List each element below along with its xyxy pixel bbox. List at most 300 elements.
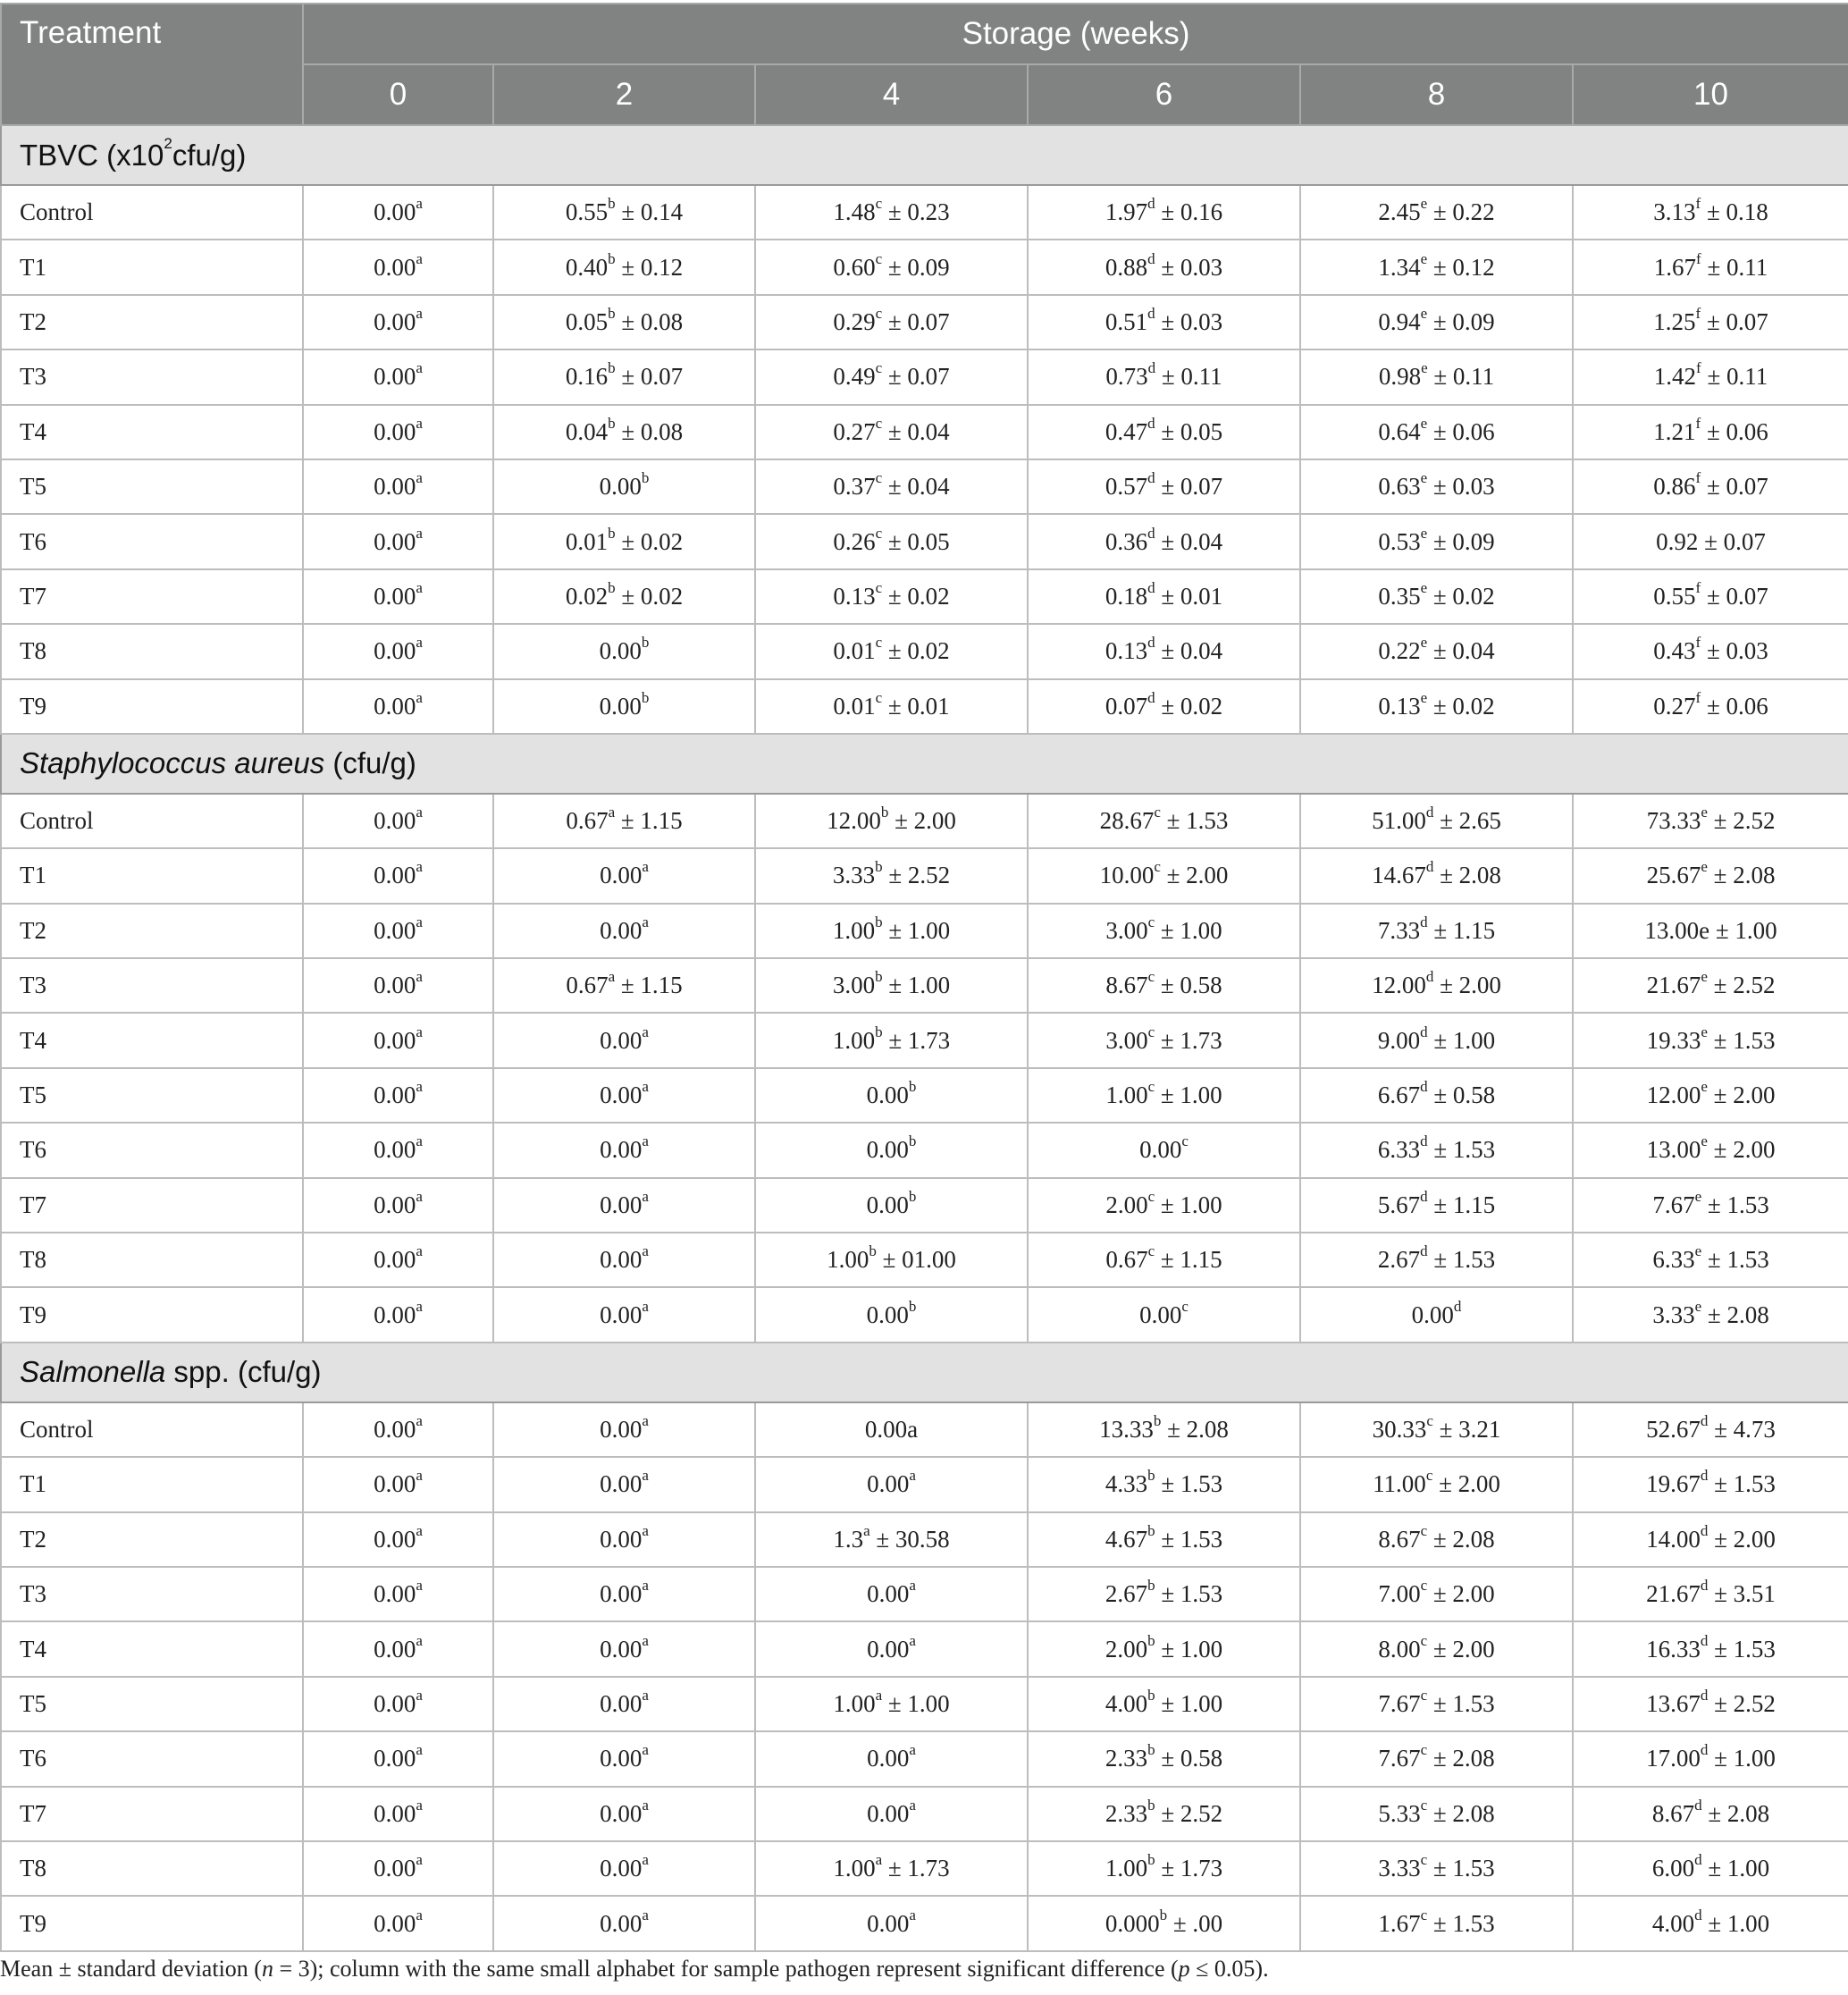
- table-cell: [493, 1068, 755, 1123]
- cell-mean: 0.00: [374, 1635, 416, 1662]
- cell-sd: ± 0.04: [1155, 637, 1223, 665]
- table-row: [1, 349, 1848, 404]
- significance-letter: c: [875, 304, 883, 322]
- cell-mean: 1.21: [1653, 417, 1696, 445]
- cell-mean: 0.63: [1378, 473, 1421, 501]
- table-cell: [493, 1731, 755, 1786]
- significance-letter: a: [875, 1851, 883, 1869]
- cell-mean: 0.43: [1653, 637, 1696, 665]
- significance-letter: d: [1420, 1187, 1428, 1205]
- cell-sd: ± 0.02: [1427, 582, 1495, 610]
- significance-letter: b: [641, 469, 650, 487]
- significance-letter: d: [1700, 1521, 1709, 1539]
- table-cell: [1300, 1233, 1573, 1287]
- cell-mean: 0.04: [565, 417, 609, 445]
- table-cell: [303, 1896, 493, 1950]
- cell-sd: ± 2.08: [1427, 1525, 1495, 1553]
- significance-letter: c: [1420, 1631, 1428, 1649]
- table-cell: [1028, 1013, 1300, 1067]
- treatment-label: T9: [1, 1287, 303, 1342]
- significance-letter: d: [1147, 249, 1155, 267]
- cell-mean: 8.67: [1105, 972, 1148, 999]
- table-cell: [1573, 1068, 1848, 1123]
- cell-mean: 0.05: [565, 307, 609, 335]
- significance-letter: a: [416, 913, 423, 930]
- cell-sd: ± 2.00: [1433, 972, 1501, 999]
- cell-mean: 0.00: [600, 1136, 643, 1164]
- cell-sd: ± 4.73: [1708, 1416, 1776, 1443]
- footnote-text: n: [261, 1956, 273, 1982]
- table-row: [1, 1013, 1848, 1067]
- table-row: [1, 514, 1848, 568]
- cell-mean: 2.45: [1378, 198, 1421, 226]
- significance-letter: c: [1147, 1187, 1155, 1205]
- cell-mean: 9.00: [1377, 1026, 1421, 1054]
- cell-mean: 0.00: [374, 1470, 416, 1498]
- cell-sd: ± 1.00: [1701, 1855, 1770, 1882]
- cell-mean: 0.00: [374, 1799, 416, 1827]
- significance-letter: a: [416, 804, 423, 821]
- treatment-label: T6: [1, 514, 303, 568]
- table-cell: [303, 1123, 493, 1177]
- significance-letter: a: [642, 1521, 649, 1539]
- table-cell: [303, 240, 493, 294]
- cell-mean: 0.18: [1105, 582, 1148, 610]
- cell-mean: 0.35: [1378, 582, 1421, 610]
- significance-letter: b: [1147, 1577, 1155, 1595]
- table-cell: [493, 958, 755, 1013]
- significance-letter: b: [880, 804, 889, 821]
- cell-mean: 0.01: [833, 637, 876, 665]
- cell-sd: ± 1.53: [1160, 807, 1229, 835]
- cell-mean: 1.67: [1653, 253, 1697, 281]
- significance-letter: a: [416, 1242, 423, 1260]
- cell-sd: ± 2.52: [882, 862, 951, 889]
- cell-sd: ± 1.53: [1708, 1470, 1776, 1498]
- significance-letter: a: [642, 1297, 649, 1315]
- significance-letter: b: [608, 359, 616, 377]
- cell-mean: 0.00: [866, 1136, 909, 1164]
- significance-letter: d: [1420, 1132, 1428, 1150]
- table-cell: [1028, 405, 1300, 459]
- cell-sd: ± 0.01: [1155, 582, 1223, 610]
- significance-letter: a: [608, 804, 616, 821]
- cell-mean: 7.33: [1377, 916, 1421, 944]
- table-cell: [1300, 1402, 1573, 1457]
- cell-mean: 0.00: [374, 1136, 416, 1164]
- significance-letter: e: [1420, 249, 1428, 267]
- cell-mean: 0.01: [565, 527, 609, 555]
- significance-letter: d: [1147, 634, 1155, 652]
- table-row: [1, 295, 1848, 349]
- cell-sd: ± 1.53: [1427, 1855, 1495, 1882]
- table-cell: [1573, 958, 1848, 1013]
- table-cell: [303, 1287, 493, 1342]
- table-cell: [303, 1512, 493, 1567]
- table-cell: [1300, 349, 1573, 404]
- cell-mean: 1.00: [832, 916, 876, 944]
- significance-letter: a: [416, 1906, 423, 1923]
- table-cell: [493, 1787, 755, 1841]
- cell-sd: ± 2.08: [1701, 1301, 1769, 1328]
- significance-letter: b: [875, 968, 883, 986]
- cell-mean: 0.00: [600, 1416, 643, 1443]
- table-cell: [303, 1013, 493, 1067]
- table-cell: [493, 1402, 755, 1457]
- treatment-label: T3: [1, 958, 303, 1013]
- table-cell: [1300, 1457, 1573, 1511]
- significance-letter: c: [875, 524, 883, 542]
- table-cell: [1573, 1896, 1848, 1950]
- table-cell: [1573, 1013, 1848, 1067]
- cell-mean: 8.67: [1378, 1525, 1421, 1553]
- table-row: [1, 1731, 1848, 1786]
- table-cell: [1300, 1178, 1573, 1233]
- cell-sd: ± 3.51: [1708, 1580, 1776, 1608]
- table-cell: [1028, 1402, 1300, 1457]
- cell-sd: ± 0.09: [1427, 307, 1495, 335]
- cell-mean: 0.00: [866, 1191, 909, 1218]
- significance-letter: e: [1420, 578, 1428, 596]
- cell-mean: 0.00: [374, 692, 416, 720]
- cell-sd: ± 0.02: [615, 527, 684, 555]
- significance-letter: b: [1159, 1906, 1168, 1923]
- week-header: 8: [1300, 64, 1573, 125]
- table-cell: [1028, 1457, 1300, 1511]
- significance-letter: c: [1147, 1023, 1155, 1040]
- cell-mean: 0.00: [867, 1580, 910, 1608]
- significance-letter: a: [642, 1242, 649, 1260]
- cell-sd: ± 1.53: [1155, 1470, 1223, 1498]
- cell-mean: 0.00: [374, 363, 416, 391]
- table-row: [1, 848, 1848, 903]
- cell-mean: 12.00: [827, 807, 881, 835]
- cell-sd: ± 0.05: [1155, 417, 1223, 445]
- cell-sd: ± 1.53: [1155, 1525, 1223, 1553]
- cell-sd: ± 01.00: [876, 1246, 956, 1274]
- cell-mean: 2.00: [1105, 1635, 1148, 1662]
- cell-sd: ± 0.07: [1155, 473, 1223, 501]
- significance-letter: e: [1420, 524, 1428, 542]
- significance-letter: a: [642, 1686, 649, 1704]
- table-cell: [755, 514, 1028, 568]
- table-cell: [1300, 1621, 1573, 1676]
- cell-mean: 0.00: [374, 1909, 416, 1937]
- table-footnote: [0, 1956, 1269, 1982]
- significance-letter: b: [908, 1132, 917, 1150]
- table-cell: [755, 240, 1028, 294]
- cell-mean: 2.67: [1105, 1580, 1148, 1608]
- table-cell: [1028, 514, 1300, 568]
- table-cell: [303, 1402, 493, 1457]
- cell-sd: ± 1.15: [1427, 1191, 1496, 1218]
- table-cell: [1028, 624, 1300, 678]
- cell-sd: ± 2.00: [1427, 1580, 1495, 1608]
- cell-mean: 0.00: [374, 253, 416, 281]
- cell-sd: ± 0.07: [882, 307, 950, 335]
- cell-sd: ± 0.04: [1427, 637, 1495, 665]
- cell-sd: ± 0.58: [1155, 972, 1222, 999]
- cell-mean: 0.26: [833, 527, 876, 555]
- cell-mean: 3.33: [1652, 1301, 1695, 1328]
- cell-mean: 0.00: [1139, 1136, 1182, 1164]
- cell-sd: ± 0.58: [1155, 1745, 1223, 1772]
- significance-letter: f: [1695, 688, 1701, 706]
- significance-letter: f: [1695, 414, 1701, 432]
- treatment-label: T3: [1, 349, 303, 404]
- table-cell: [1300, 1896, 1573, 1950]
- cell-sd: ± 2.08: [1707, 862, 1776, 889]
- cell-sd: ± 0.04: [882, 417, 950, 445]
- table-cell: [1028, 185, 1300, 240]
- cell-mean: 0.86: [1653, 473, 1696, 501]
- table-cell: [1028, 1896, 1300, 1950]
- cell-mean: 11.00: [1373, 1470, 1426, 1498]
- cell-mean: 0.67: [1105, 1246, 1148, 1274]
- table-row: [1, 1841, 1848, 1896]
- cell-mean: 0.00: [374, 1855, 416, 1882]
- table-cell: [1300, 679, 1573, 734]
- table-cell: [1573, 514, 1848, 568]
- significance-letter: d: [1425, 858, 1434, 876]
- table-cell: [303, 185, 493, 240]
- table-cell: [1300, 1841, 1573, 1896]
- cell-mean: 1.00: [1105, 1855, 1148, 1882]
- table-cell: [493, 679, 755, 734]
- cell-mean: 0.00: [600, 1580, 643, 1608]
- significance-letter: f: [1696, 359, 1701, 377]
- significance-letter: c: [1420, 1686, 1428, 1704]
- cell-mean: 2.33: [1105, 1745, 1148, 1772]
- cell-mean: 0.00: [600, 1246, 643, 1274]
- section-title-text: Staphylococcus aureus: [20, 746, 325, 780]
- table-cell: [1028, 958, 1300, 1013]
- significance-letter: d: [1700, 1412, 1709, 1429]
- significance-letter: a: [416, 1132, 423, 1150]
- cell-mean: 6.33: [1652, 1246, 1695, 1274]
- table-row: [1, 958, 1848, 1013]
- cell-sd: ± 2.00: [1707, 1136, 1776, 1164]
- cell-sd: ± 1.53: [1701, 1191, 1769, 1218]
- significance-letter: c: [1154, 804, 1161, 821]
- table-cell: [1573, 794, 1848, 848]
- table-cell: [1573, 459, 1848, 514]
- cell-mean: 3.00: [1105, 1026, 1148, 1054]
- significance-letter: a: [416, 359, 423, 377]
- cell-mean: 0.13: [1378, 692, 1421, 720]
- significance-letter: d: [1420, 1078, 1428, 1096]
- treatment-label: T8: [1, 1233, 303, 1287]
- significance-letter: f: [1695, 195, 1701, 213]
- significance-letter: b: [1147, 1686, 1155, 1704]
- treatment-label: T5: [1, 1677, 303, 1731]
- cell-mean: 0.00: [374, 1580, 416, 1608]
- cell-sd: ± 1.73: [1155, 1026, 1222, 1054]
- cell-sd: ± 1.73: [1155, 1855, 1223, 1882]
- cell-sd: ± 0.07: [1701, 582, 1768, 610]
- cell-sd: ± 2.00: [1432, 1470, 1500, 1498]
- cell-mean: 7.00: [1378, 1580, 1421, 1608]
- significance-letter: d: [1147, 304, 1155, 322]
- treatment-label: T1: [1, 240, 303, 294]
- significance-letter: b: [1147, 1521, 1155, 1539]
- cell-mean: 0.49: [833, 363, 876, 391]
- cell-mean: 12.00: [1372, 972, 1426, 999]
- significance-letter: f: [1695, 469, 1701, 487]
- table-row: [1, 624, 1848, 678]
- cell-mean: 14.00: [1646, 1525, 1701, 1553]
- cell-mean: 7.67: [1652, 1191, 1695, 1218]
- cell-mean: 17.00: [1646, 1745, 1701, 1772]
- treatment-label: T5: [1, 1068, 303, 1123]
- cell-sd: ± 2.08: [1433, 862, 1501, 889]
- significance-letter: a: [909, 1906, 916, 1923]
- cell-mean: 0.02: [565, 582, 609, 610]
- storage-header: Storage (weeks): [303, 4, 1848, 64]
- cell-sd: ± 0.14: [615, 198, 684, 226]
- table-cell: [1300, 1567, 1573, 1621]
- significance-letter: c: [875, 249, 883, 267]
- treatment-label: T1: [1, 1457, 303, 1511]
- cell-sd: ± 0.16: [1155, 198, 1223, 226]
- significance-letter: c: [1147, 1242, 1155, 1260]
- cell-mean: 13.33: [1099, 1416, 1154, 1443]
- cell-mean: 0.00a: [864, 1416, 919, 1443]
- table-cell: [493, 514, 755, 568]
- table-cell: [303, 569, 493, 624]
- table-cell: [755, 459, 1028, 514]
- table-cell: [755, 1457, 1028, 1511]
- table-cell: [1300, 295, 1573, 349]
- significance-letter: a: [416, 414, 423, 432]
- significance-letter: a: [909, 1631, 916, 1649]
- table-row: [1, 1178, 1848, 1233]
- table-cell: [493, 295, 755, 349]
- significance-letter: a: [416, 1521, 423, 1539]
- treatment-label: T7: [1, 1178, 303, 1233]
- significance-letter: b: [1147, 1467, 1155, 1485]
- significance-letter: e: [1421, 359, 1428, 377]
- cell-mean: 3.00: [1105, 916, 1148, 944]
- table-cell: [1573, 1677, 1848, 1731]
- table-cell: [1300, 569, 1573, 624]
- table-cell: [755, 349, 1028, 404]
- table-cell: [493, 1233, 755, 1287]
- table-cell: [303, 794, 493, 848]
- significance-letter: c: [875, 688, 883, 706]
- significance-letter: f: [1695, 304, 1701, 322]
- cell-sd: ± 0.18: [1701, 198, 1768, 226]
- cell-mean: 0.01: [833, 692, 876, 720]
- table-cell: [493, 459, 755, 514]
- cell-mean: 52.67: [1646, 1416, 1701, 1443]
- cell-sd: ± 2.00: [1708, 1525, 1776, 1553]
- table-cell: [1028, 569, 1300, 624]
- cell-sd: ± 1.00: [1701, 1909, 1770, 1937]
- cell-mean: 0.57: [1105, 473, 1148, 501]
- significance-letter: e: [1420, 688, 1428, 706]
- table-cell: [1573, 1787, 1848, 1841]
- significance-letter: b: [608, 414, 616, 432]
- significance-letter: a: [642, 913, 649, 930]
- cell-mean: 0.00: [599, 473, 642, 501]
- cell-mean: 0.29: [833, 307, 876, 335]
- cell-mean: 0.00: [867, 1635, 910, 1662]
- footnote-text: ≤ 0.05).: [1189, 1956, 1269, 1982]
- cell-mean: 0.00: [374, 1525, 416, 1553]
- significance-letter: b: [1147, 1796, 1155, 1814]
- significance-letter: e: [1694, 1297, 1702, 1315]
- cell-mean: 0.00: [600, 1745, 643, 1772]
- table-cell: [1573, 349, 1848, 404]
- cell-sd: ± 0.09: [1427, 527, 1495, 555]
- cell-mean: 0.40: [565, 253, 609, 281]
- table-row: [1, 1233, 1848, 1287]
- cell-sd: ± 0.11: [1427, 363, 1495, 391]
- cell-mean: 19.67: [1646, 1470, 1701, 1498]
- week-header: 2: [493, 64, 755, 125]
- table-cell: [755, 1013, 1028, 1067]
- table-row: [1, 1512, 1848, 1567]
- cell-mean: 1.48: [833, 198, 876, 226]
- significance-letter: e: [1420, 304, 1428, 322]
- table-cell: [303, 1178, 493, 1233]
- cell-mean: 0.73: [1105, 363, 1148, 391]
- cell-mean: 0.00: [866, 1082, 909, 1109]
- treatment-label: T1: [1, 848, 303, 903]
- cell-sd: ± 0.04: [1155, 527, 1223, 555]
- week-header: 6: [1028, 64, 1300, 125]
- table-row: [1, 185, 1848, 240]
- footnote-text: Mean ± standard deviation (: [0, 1956, 262, 1982]
- cell-sd: ± 30.58: [869, 1525, 950, 1553]
- significance-letter: a: [416, 1577, 423, 1595]
- table-cell: [303, 349, 493, 404]
- cell-sd: ± 2.00: [1160, 862, 1229, 889]
- table-row: [1, 904, 1848, 958]
- table-row: [1, 1787, 1848, 1841]
- table-cell: [1573, 1402, 1848, 1457]
- significance-letter: d: [1147, 524, 1155, 542]
- cell-mean: 1.25: [1653, 307, 1696, 335]
- table-cell: [755, 794, 1028, 848]
- table-cell: [755, 1287, 1028, 1342]
- cell-sd: ± 0.12: [615, 253, 684, 281]
- significance-letter: a: [909, 1467, 916, 1485]
- table-cell: [1028, 1841, 1300, 1896]
- table-cell: [1028, 1123, 1300, 1177]
- significance-letter: c: [1420, 1906, 1428, 1923]
- table-cell: [303, 848, 493, 903]
- table-cell: [755, 1123, 1028, 1177]
- significance-letter: e: [1701, 1023, 1708, 1040]
- significance-letter: f: [1695, 578, 1701, 596]
- table-cell: [1028, 1677, 1300, 1731]
- significance-letter: e: [1420, 634, 1428, 652]
- table-cell: [493, 794, 755, 848]
- cell-sd: ± .00: [1167, 1909, 1223, 1937]
- significance-letter: d: [1420, 1023, 1428, 1040]
- cell-sd: ± 0.06: [1427, 417, 1495, 445]
- table-row: [1, 569, 1848, 624]
- table-cell: [493, 1013, 755, 1067]
- significance-letter: c: [1181, 1297, 1189, 1315]
- significance-letter: b: [608, 249, 616, 267]
- cell-mean: 0.07: [1105, 692, 1148, 720]
- significance-letter: d: [1700, 1741, 1709, 1759]
- significance-letter: e: [1701, 858, 1708, 876]
- cell-mean: 0.53: [1378, 527, 1421, 555]
